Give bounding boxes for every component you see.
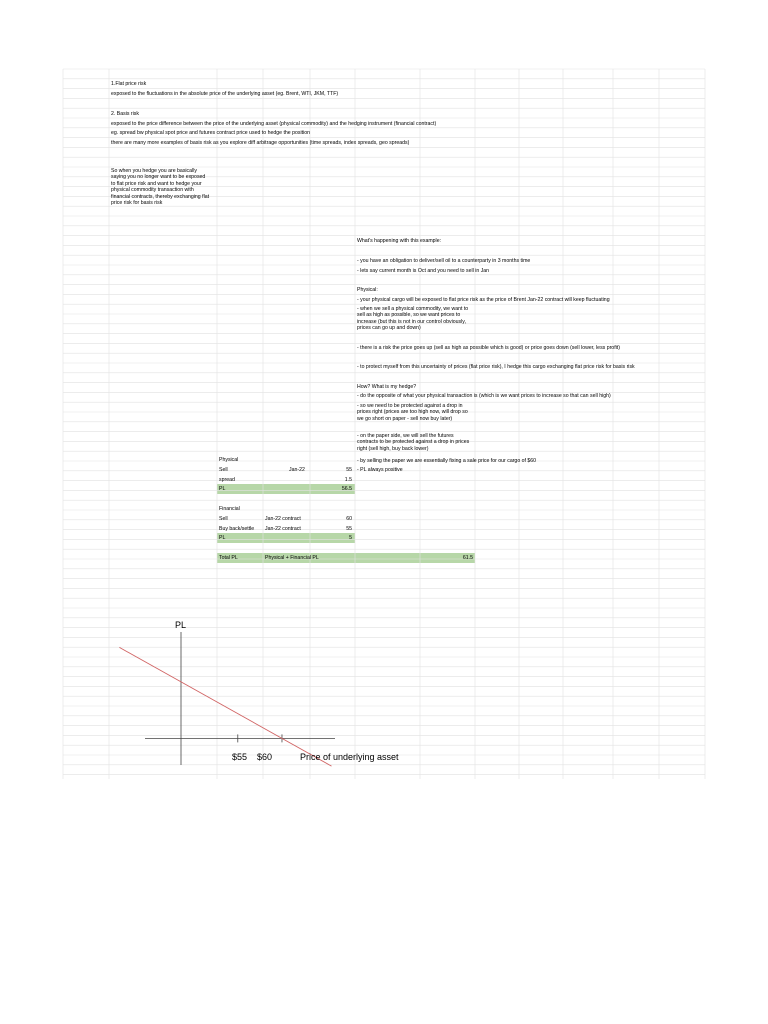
protect-note: - to protect myself from this uncertainty of prices (flat price risk), I hedge this cargo exchanging flat price risk for basis risk: [357, 364, 635, 370]
physical-sell-label: Sell: [219, 467, 228, 473]
financial-buyback-value: 55: [346, 526, 352, 532]
basis-risk-example: eg. spread bw physical spot price and futures contract price used to hedge the position: [111, 130, 310, 136]
basis-risk-description: exposed to the price difference between the price of the underlying asset (physical commodity) and the hedging instrument (financial contract): [111, 121, 437, 127]
physical-spread-label: spread: [219, 477, 235, 483]
price-drop-note: - so we need to be protected against a drop in prices right (prices are too high now, will drop so we go short on paper - sell now buy later): [357, 403, 468, 422]
total-pl-label: Total PL: [219, 555, 238, 561]
financial-buyback-label: Buy back/settle: [219, 526, 255, 532]
basis-risk-more: there are many more examples of basis risk as you explore diff arbitrage opportunities (time spreads, index spreads, geo spreads): [111, 140, 410, 146]
paper-side-note: - on the paper side, we will sell the futures contracts to be protected against a drop in prices right (sell high, buy back lower): [357, 433, 470, 452]
price-risk-note: - there is a risk the price goes up (sell as high as possible which is good) or price goes down (sell lower, less profit): [357, 345, 620, 351]
example-month: - lets say current month is Oct and you need to sell in Jan: [357, 268, 490, 274]
physical-sell-value: 55: [346, 467, 352, 473]
fixing-price-note: - by selling the paper we are essentially fixing a sale price for our cargo of $60: [357, 458, 537, 464]
sell-high-note: - when we sell a physical commodity, we want to sell as high as possible, so we want prices to increase (but this is not in our control obviously, prices can go up and down): [357, 306, 469, 332]
physical-pl-label: PL: [219, 486, 226, 492]
example-heading: What's happening with this example:: [357, 238, 442, 244]
pl-positive-note: - PL always positive: [357, 467, 403, 473]
financial-pl-value: 5: [349, 535, 352, 541]
physical-pl-value: 56.5: [341, 486, 352, 492]
hedge-summary: So when you hedge you are basically saying you no longer want to be exposed to flat price risk and want to hedge your physical commodity transaction with financial contracts, thereby exchanging flat price risk for basis risk: [111, 168, 210, 207]
physical-table-label: Physical: [219, 457, 239, 463]
total-pl-value: 61.5: [462, 555, 473, 561]
chart-tick-label-60: $60: [257, 752, 273, 762]
financial-buyback-contract: Jan-22 contract: [265, 526, 301, 532]
hedge-heading: How? What is my hedge?: [357, 384, 417, 390]
chart-tick-label-55: $55: [232, 752, 248, 762]
flat-price-risk-title: 1.Flat price risk: [111, 81, 147, 87]
flat-price-risk-description: exposed to the fluctuations in the absolute price of the underlying asset (eg. Brent, WTI, JKM, TTF): [111, 91, 339, 97]
basis-risk-title: 2. Basis risk: [111, 111, 139, 117]
physical-spread-value: 1.5: [344, 477, 352, 483]
financial-sell-contract: Jan-22 contract: [265, 516, 301, 522]
financial-sell-value: 60: [346, 516, 352, 522]
example-obligation: - you have an obligation to deliver/sell oil to a counterparty in 3 months time: [357, 258, 531, 264]
total-pl-formula: Physical + Financial PL: [265, 555, 319, 561]
physical-exposed: - your physical cargo will be exposed to flat price risk as the price of Brent Jan-22 contract will keep fluctuating: [357, 297, 610, 303]
chart-x-axis-label: Price of underlying asset: [300, 752, 399, 762]
opposite-note: - do the opposite of what your physical transaction is (which is we want prices to increase so that can sell high): [357, 393, 611, 399]
financial-table-label: Financial: [219, 506, 240, 512]
chart-pl-line: [119, 647, 331, 766]
financial-pl-label: PL: [219, 535, 226, 541]
financial-sell-label: Sell: [219, 516, 228, 522]
physical-sell-contract: Jan-22: [289, 467, 305, 473]
chart-y-axis-label: PL: [175, 620, 187, 630]
physical-heading: Physical:: [357, 287, 378, 293]
